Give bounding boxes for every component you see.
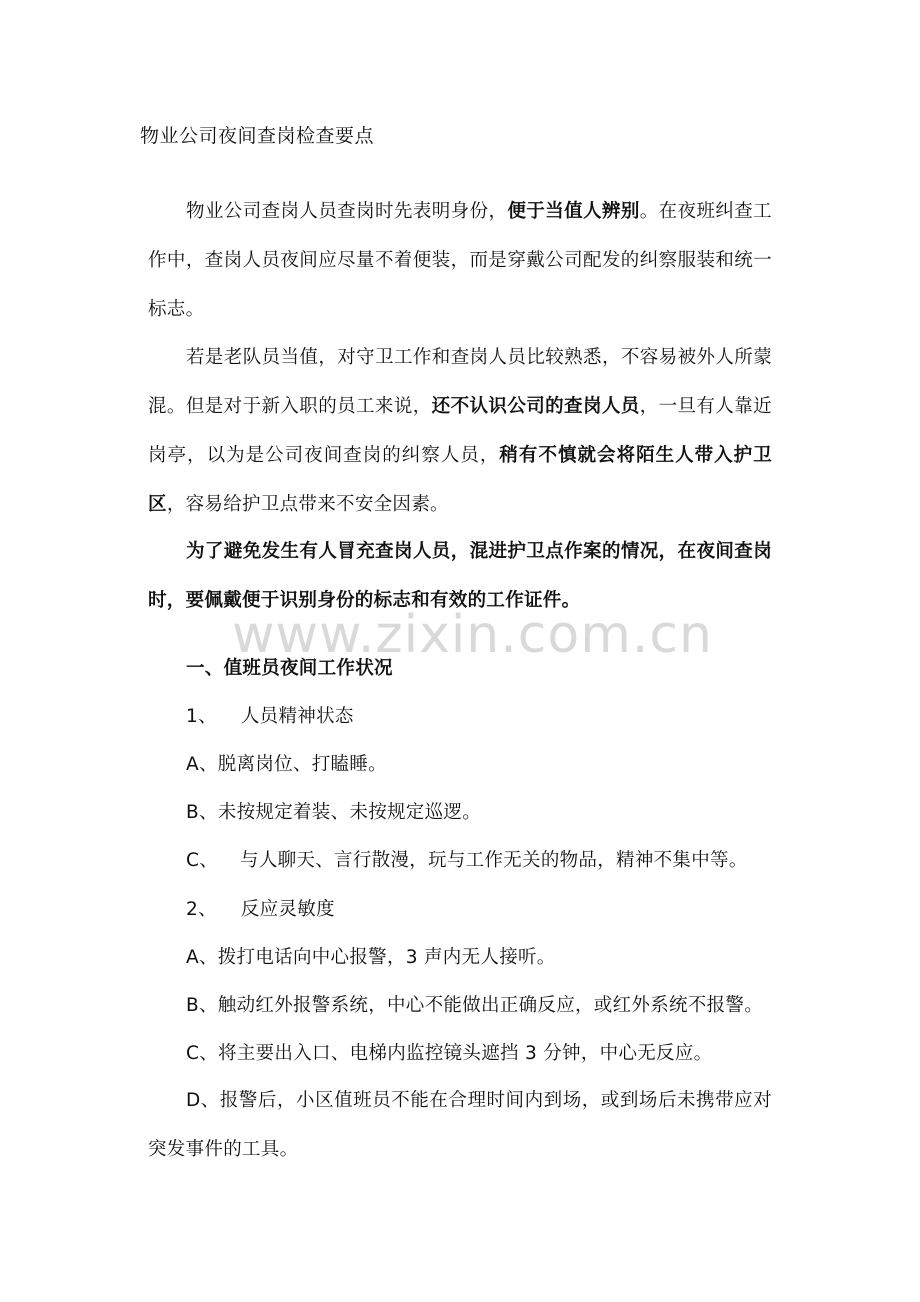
list-item bbox=[186, 847, 748, 875]
paragraph-text: 物业公司查岗人员查岗时先表明身份， bbox=[186, 201, 508, 222]
list-item: C、将主要出入口、电梯内监控镜头遮挡 3 分钟，中心无反应。 bbox=[186, 1043, 713, 1064]
bold-text: 还不认识公司的查岗人员 bbox=[431, 396, 640, 417]
item-number: 1、 bbox=[186, 706, 217, 727]
paragraph-text: 。在夜班纠查工作中，查岗人员夜间应尽量不着便装，而是穿戴公司配发的纠察服装和统一标志。 bbox=[148, 201, 772, 320]
list-item: A、脱离岗位、打瞌睡。 bbox=[186, 754, 387, 775]
document-title: 物业公司夜间查岗检查要点 bbox=[140, 125, 375, 147]
list-item: D、报警后，小区值班员不能在合理时间内到场，或到场后未携带应对突发事件的工具。 bbox=[148, 1090, 772, 1160]
watermark: www.zixin.com.cn bbox=[232, 605, 713, 665]
paragraph-new-staff bbox=[148, 333, 772, 529]
list-item: B、触动红外报警系统，中心不能做出正确反应，或红外系统不报警。 bbox=[186, 995, 763, 1016]
item-number: C、 bbox=[186, 850, 219, 871]
paragraph-warning: 为了避免发生有人冒充查岗人员，混进护卫点作案的情况，在夜间查岗时，要佩戴便于识别身份的标志和有效的工作证件。 bbox=[148, 541, 772, 611]
list-item: B、未按规定着装、未按规定巡逻。 bbox=[186, 802, 481, 823]
bold-text: 便于当值人辨别 bbox=[507, 201, 640, 222]
item-text: 反应灵敏度 bbox=[240, 899, 335, 920]
paragraph-text: 若是老队员当值，对守卫工作和查岗人员比较熟悉，不容易被外人所蒙混。但是对于新入职的员工来说， bbox=[148, 347, 772, 417]
item-text: 与人聊天、言行散漫，玩与工作无关的物品，精神不集中等。 bbox=[240, 850, 748, 871]
paragraph-identity bbox=[148, 187, 772, 334]
paragraph-text: ，一旦有人靠近岗亭，以为是公司夜间查岗的纠察人员， bbox=[148, 396, 772, 466]
section-heading: 一、值班员夜间工作状况 bbox=[186, 658, 393, 679]
item-number: 2、 bbox=[186, 899, 217, 920]
bold-text: 稍有不慎就会将陌生人带入护卫区 bbox=[148, 445, 772, 515]
list-item bbox=[186, 896, 335, 924]
item-text: 人员精神状态 bbox=[240, 706, 354, 727]
list-item: A、拨打电话向中心报警，3 声内无人接听。 bbox=[186, 947, 556, 968]
paragraph-text: ，容易给护卫点带来不安全因素。 bbox=[166, 494, 449, 515]
list-item bbox=[186, 703, 354, 731]
